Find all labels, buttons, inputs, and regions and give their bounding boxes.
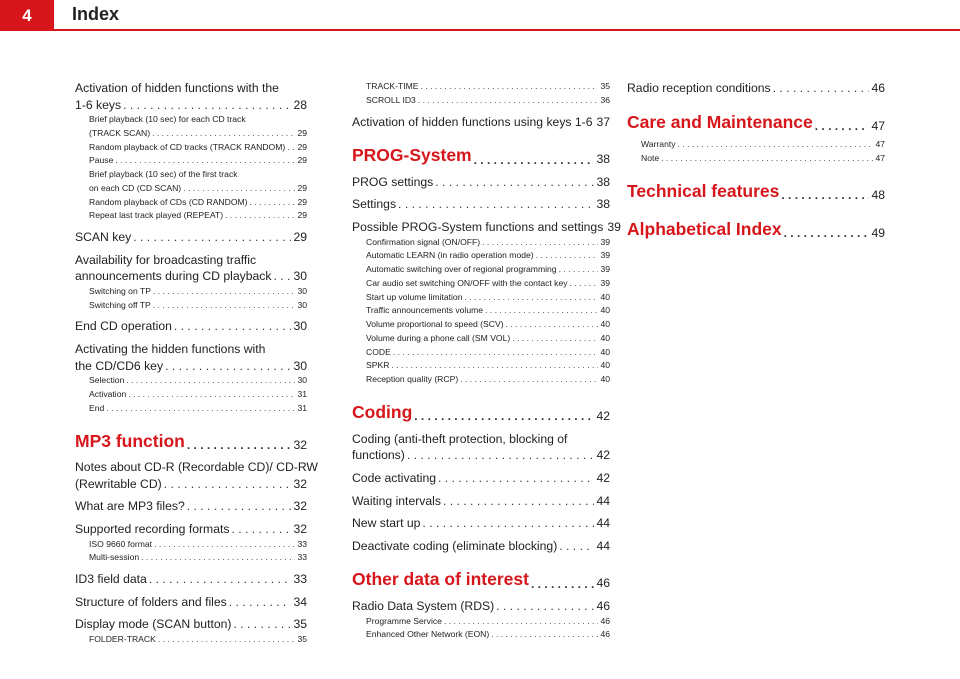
dot-leader: [418, 94, 599, 108]
index-subentry: [75, 285, 307, 299]
entry-text: SPKR: [366, 360, 390, 371]
entry-text: MP3 function: [75, 430, 185, 451]
index-entry: [352, 515, 610, 532]
dot-leader: [435, 174, 594, 191]
index-subentry: [352, 236, 610, 250]
entry-text-continued: announcements during CD playback: [75, 269, 272, 284]
dot-leader: [815, 118, 870, 134]
entry-text: Volume proportional to speed (SCV): [366, 319, 504, 330]
index-entry: [352, 219, 621, 236]
entry-text: Note: [641, 153, 660, 164]
index-entry: [75, 80, 307, 113]
dot-leader: [133, 229, 291, 246]
chapter-heading: [352, 401, 610, 425]
index-entry: [352, 196, 610, 213]
entry-line: [75, 97, 307, 114]
index-column-3: [627, 80, 885, 245]
dot-leader: [165, 358, 291, 375]
dot-leader: [106, 402, 295, 416]
dot-leader: [187, 498, 292, 515]
page-ref: 29: [297, 155, 307, 166]
dot-leader: [559, 263, 599, 277]
dot-leader: [398, 196, 594, 213]
index-entry: [352, 114, 610, 131]
index-entry: [352, 470, 610, 487]
chapter-heading: [627, 180, 885, 204]
index-subentry: [352, 615, 610, 629]
entry-text: Technical features: [627, 180, 780, 201]
entry-text-continued: functions): [352, 448, 405, 463]
dot-leader: [464, 291, 598, 305]
entry-text: Display mode (SCAN button): [75, 617, 232, 632]
page-ref: 44: [596, 516, 610, 531]
page-ref: 44: [596, 493, 610, 508]
page-ref: 40: [600, 332, 610, 343]
entry-text: Switching on TP: [89, 285, 151, 296]
index-entry: [75, 341, 307, 374]
page-ref: 39: [600, 236, 610, 247]
page-ref: 46: [596, 576, 610, 591]
dot-leader: [773, 80, 870, 97]
entry-text-continued: on each CD (CD SCAN): [89, 182, 182, 193]
index-entry: [352, 493, 610, 510]
page-ref: 32: [293, 522, 307, 537]
entry-text: PROG settings: [352, 174, 434, 189]
page-ref: 34: [293, 594, 307, 609]
page-ref: 29: [297, 141, 307, 152]
page-ref: 46: [600, 629, 610, 640]
chapter-heading: [352, 568, 610, 592]
entry-text: Settings: [352, 197, 397, 212]
index-subentry: [75, 154, 307, 168]
dot-leader: [231, 521, 291, 538]
index-entry: [75, 459, 318, 492]
page-ref: 39: [600, 277, 610, 288]
entry-text: Activation of hidden functions with the: [75, 81, 279, 95]
index-subentry: [352, 628, 610, 642]
index-entry: [75, 318, 307, 335]
index-column-2: [352, 80, 621, 642]
page-ref: 39: [600, 250, 610, 261]
page-ref: 30: [297, 299, 307, 310]
dot-leader: [229, 594, 292, 611]
dot-leader: [506, 318, 599, 332]
dot-leader: [559, 538, 594, 555]
page-ref: 48: [871, 188, 885, 203]
dot-leader: [444, 615, 599, 629]
page-ref: 29: [297, 127, 307, 138]
page-ref: 29: [297, 196, 307, 207]
dot-leader: [141, 551, 295, 565]
page-ref: 31: [297, 402, 307, 413]
index-subentry: [75, 402, 307, 416]
dot-leader: [531, 576, 594, 592]
index-subentry: [75, 538, 307, 552]
page-ref: 38: [596, 152, 610, 167]
index-subentry: [352, 291, 610, 305]
entry-text: Coding: [352, 401, 413, 422]
page-ref: 47: [875, 139, 885, 150]
entry-text: Deactivate coding (eliminate blocking): [352, 538, 558, 553]
dot-leader: [126, 374, 295, 388]
entry-text: Warranty: [641, 139, 676, 150]
entry-text: Structure of folders and files: [75, 594, 227, 609]
chapter-heading: [352, 144, 610, 168]
dot-leader: [414, 408, 594, 424]
entry-text: Programme Service: [366, 615, 442, 626]
header-rule: [54, 29, 960, 31]
index-subentry: [75, 209, 307, 223]
dot-leader: [438, 470, 594, 487]
page-ref: 33: [293, 572, 307, 587]
entry-text: Automatic LEARN (in radio operation mode): [366, 250, 534, 261]
index-subentry: [352, 263, 610, 277]
index-subentry: [352, 277, 610, 291]
dot-leader: [287, 141, 295, 155]
page-ref: 39: [600, 264, 610, 275]
chapter-heading: [75, 430, 307, 454]
page-ref: 46: [600, 615, 610, 626]
entry-text: Notes about CD-R (Recordable CD)/ CD-RW: [75, 460, 318, 475]
entry-line: [75, 358, 307, 375]
entry-text: Volume during a phone call (SM VOL): [366, 332, 511, 343]
entry-text: Traffic announcements volume: [366, 305, 484, 316]
entry-line: [89, 127, 307, 141]
entry-text: Random playback of CD tracks (TRACK RANDOM): [89, 141, 286, 152]
dot-leader: [250, 196, 296, 210]
index-subentry: [352, 318, 610, 332]
index-subentry: [75, 113, 307, 141]
dot-leader: [784, 225, 870, 241]
entry-text: SCROLL ID3: [366, 94, 416, 105]
entry-text: Multi-session: [89, 552, 140, 563]
entry-text: Enhanced Other Network (EON): [366, 629, 490, 640]
dot-leader: [393, 346, 599, 360]
dot-leader: [154, 538, 295, 552]
entry-text: Brief playback (10 sec) of the first track: [89, 169, 238, 180]
page-ref: 42: [596, 448, 610, 463]
page-ref: 46: [871, 81, 885, 95]
entry-text: Activation: [89, 389, 127, 399]
dot-leader: [443, 493, 594, 510]
entry-line: [75, 476, 307, 493]
entry-line: [75, 268, 307, 285]
entry-text: Pause: [89, 155, 114, 166]
entry-text: Switching off TP: [89, 299, 151, 310]
dot-leader: [570, 277, 599, 291]
dot-leader: [422, 515, 594, 532]
dot-leader: [678, 138, 874, 152]
entry-text: SCAN key: [75, 230, 132, 245]
dot-leader: [482, 236, 598, 250]
entry-text: Radio reception conditions: [627, 81, 771, 95]
dot-leader: [512, 332, 598, 346]
entry-text: FOLDER-TRACK: [89, 633, 156, 644]
entry-text: Other data of interest: [352, 569, 529, 590]
page-ref: 30: [297, 285, 307, 296]
entry-text-continued: the CD/CD6 key: [75, 358, 164, 373]
chapter-heading: [627, 111, 885, 135]
index-entry: [352, 174, 610, 191]
page-ref: 37: [596, 114, 611, 129]
index-subentry: [75, 633, 307, 647]
entry-line: [89, 182, 307, 196]
entry-text: Brief playback (10 sec) for each CD track: [89, 114, 246, 125]
entry-text-continued: (TRACK SCAN): [89, 127, 151, 138]
entry-text: ID3 field data: [75, 572, 147, 587]
page-number: 4: [0, 0, 54, 31]
entry-text: Confirmation signal (ON/OFF): [366, 236, 481, 247]
entry-text: End CD operation: [75, 319, 172, 334]
index-subentry: [75, 388, 307, 402]
index-subentry: [75, 374, 307, 388]
page-ref: 33: [297, 538, 307, 549]
page-ref: 35: [293, 617, 307, 632]
dot-leader: [474, 152, 595, 168]
index-column-1: [75, 80, 318, 647]
page-ref: 44: [596, 538, 610, 553]
page-ref: 40: [600, 360, 610, 371]
page-ref: 47: [875, 153, 885, 164]
index-entry: [75, 252, 307, 285]
page-ref: 40: [600, 346, 610, 357]
dot-leader: [158, 633, 296, 647]
page-ref: 39: [607, 220, 621, 235]
dot-leader: [391, 359, 598, 373]
dot-leader: [233, 616, 291, 633]
entry-text: PROG-System: [352, 145, 472, 166]
dot-leader: [187, 437, 292, 453]
dot-leader: [485, 304, 598, 318]
page-ref: 40: [600, 305, 610, 316]
dot-leader: [115, 154, 295, 168]
entry-text: CODE: [366, 346, 391, 357]
page-ref: 36: [600, 94, 610, 105]
index-subentry: [352, 94, 610, 108]
entry-line: [352, 447, 610, 464]
page-ref: 30: [293, 358, 307, 373]
index-subentry: [352, 373, 610, 387]
dot-leader: [496, 598, 594, 615]
index-entry: [75, 594, 307, 611]
index-entry: [352, 598, 610, 615]
entry-text: Code activating: [352, 470, 437, 485]
dot-leader: [153, 285, 295, 299]
index-subentry: [352, 359, 610, 373]
entry-text: New start up: [352, 516, 421, 531]
dot-leader: [661, 152, 873, 166]
page-ref: 42: [596, 409, 610, 424]
entry-text: Random playback of CDs (CD RANDOM): [89, 196, 248, 207]
index-entry: [352, 431, 610, 464]
entry-text: Activation of hidden functions using keys 1-6: [352, 114, 593, 129]
entry-text: What are MP3 files?: [75, 499, 185, 514]
index-subentry: [75, 141, 307, 155]
index-subentry: [75, 551, 307, 565]
page-ref: 29: [297, 210, 307, 221]
entry-text: TRACK-TIME: [366, 81, 419, 91]
page-header: [0, 0, 960, 31]
dot-leader: [152, 127, 295, 141]
page-ref: 33: [297, 552, 307, 563]
dot-leader: [123, 97, 291, 114]
entry-text: End: [89, 402, 105, 413]
index-subentry: [352, 346, 610, 360]
dot-leader: [407, 447, 595, 464]
entry-text: Repeat last track played (REPEAT): [89, 210, 224, 221]
index-entry: [75, 498, 307, 515]
index-subentry: [352, 80, 610, 94]
entry-text: Automatic switching over of regional programming: [366, 264, 557, 275]
dot-leader: [491, 628, 598, 642]
index-subentry: [75, 168, 307, 196]
dot-leader: [153, 299, 296, 313]
page-ref: 35: [297, 633, 307, 644]
index-entry: [75, 521, 307, 538]
page-title: Index: [72, 4, 120, 24]
dot-leader: [149, 571, 292, 588]
index-entry: [75, 571, 307, 588]
page-ref: 30: [293, 319, 307, 334]
dot-leader: [781, 187, 869, 203]
dot-leader: [174, 318, 292, 335]
index-entry: [627, 80, 885, 97]
dot-leader: [273, 268, 291, 285]
page-ref: 35: [600, 81, 610, 91]
entry-text: Possible PROG-System functions and settings: [352, 220, 604, 235]
entry-text-continued: 1-6 keys: [75, 97, 122, 112]
index-subentry: [352, 332, 610, 346]
page-ref: 40: [600, 319, 610, 330]
entry-text: Selection: [89, 375, 125, 386]
page-ref: 42: [596, 470, 610, 485]
index-entry: [352, 538, 610, 555]
entry-text: Supported recording formats: [75, 522, 230, 537]
chapter-heading: [627, 218, 885, 242]
index-entry: [75, 229, 307, 246]
page-ref: 29: [293, 230, 307, 245]
page-ref: 30: [293, 269, 307, 284]
page-ref: 32: [293, 437, 307, 452]
dot-leader: [536, 249, 599, 263]
page-ref: 49: [871, 225, 885, 240]
page-ref: 46: [596, 599, 610, 614]
page-ref: 31: [297, 389, 307, 399]
page-ref: 38: [596, 197, 610, 212]
index-subentry: [352, 249, 610, 263]
page-ref: 38: [596, 174, 610, 189]
index-subentry: [75, 299, 307, 313]
entry-text: Car audio set switching ON/OFF with the contact key: [366, 277, 568, 288]
index-subentry: [75, 196, 307, 210]
page-ref: 32: [293, 476, 307, 491]
dot-leader: [183, 182, 295, 196]
entry-text: Waiting intervals: [352, 493, 441, 508]
entry-text: Coding (anti-theft protection, blocking of: [352, 431, 568, 446]
page-ref: 47: [871, 118, 885, 133]
entry-text: Radio Data System (RDS): [352, 599, 495, 614]
index-subentry: [627, 138, 885, 152]
entry-text-continued: (Rewritable CD): [75, 476, 162, 491]
page-ref: 28: [293, 97, 307, 112]
entry-text: ISO 9660 format: [89, 538, 153, 549]
page-ref: 29: [297, 182, 307, 193]
index-subentry: [352, 304, 610, 318]
page-ref: 30: [297, 375, 307, 386]
page-ref: 40: [600, 374, 610, 385]
index-entry: [75, 616, 307, 633]
page-ref: 40: [600, 291, 610, 302]
entry-text: Availability for broadcasting traffic: [75, 252, 257, 267]
index-subentry: [627, 152, 885, 166]
entry-text: Care and Maintenance: [627, 111, 813, 132]
entry-text: Activating the hidden functions with: [75, 342, 266, 357]
entry-text: Alphabetical Index: [627, 218, 782, 239]
dot-leader: [225, 209, 295, 223]
dot-leader: [421, 80, 599, 94]
entry-text: Start up volume limitation: [366, 291, 463, 302]
entry-text: Reception quality (RCP): [366, 374, 459, 385]
dot-leader: [128, 388, 295, 402]
page-ref: 32: [293, 499, 307, 514]
dot-leader: [164, 476, 292, 493]
dot-leader: [460, 373, 598, 387]
